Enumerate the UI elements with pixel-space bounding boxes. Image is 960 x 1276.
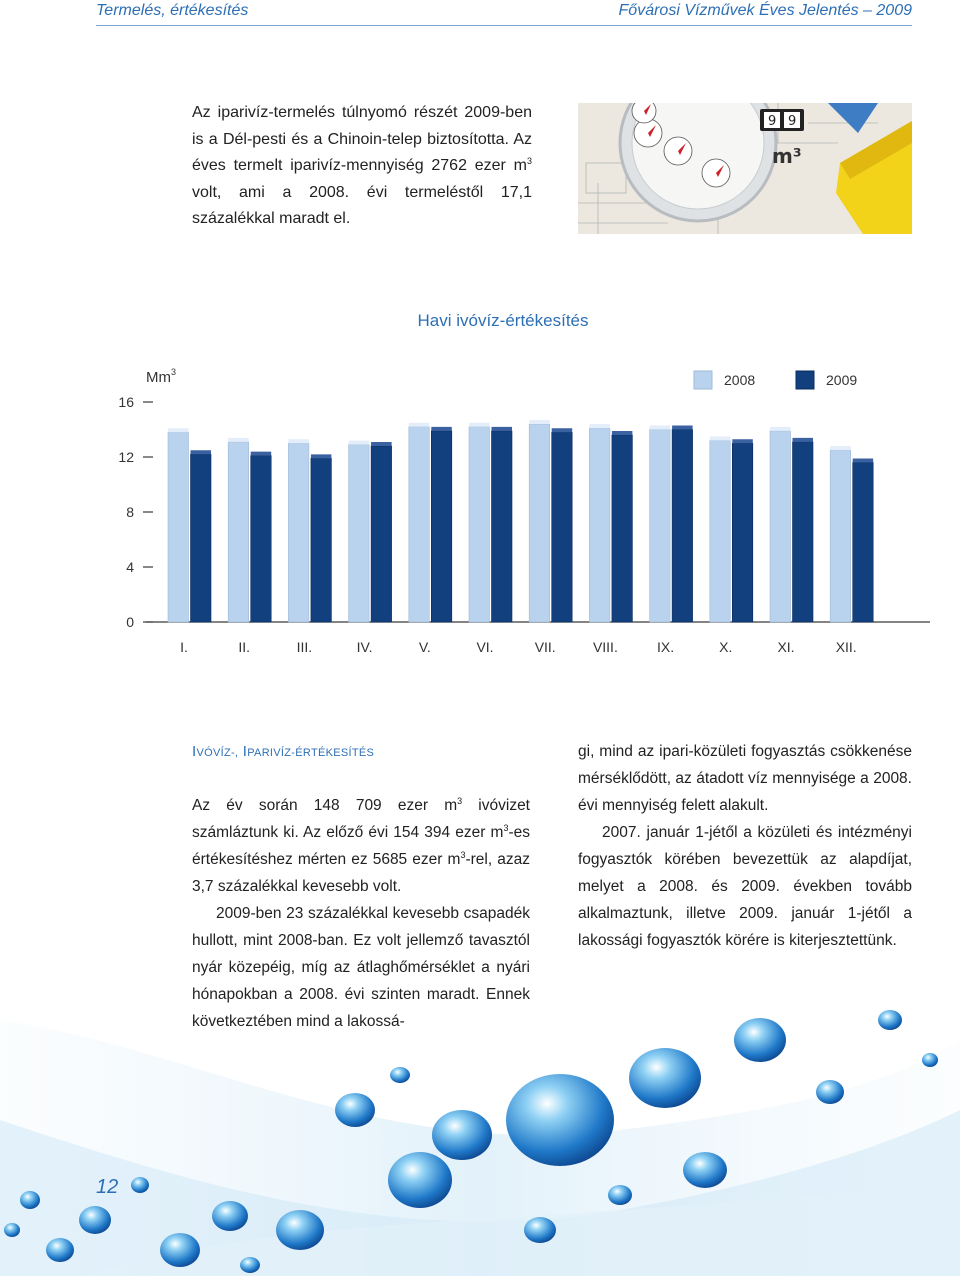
bar-top — [589, 424, 610, 428]
bar-top — [349, 441, 370, 445]
y-tick-label: 8 — [126, 504, 134, 520]
legend-label-2008: 2008 — [724, 372, 756, 388]
bar-2009-7 — [552, 432, 573, 622]
bar-2009-1 — [191, 454, 212, 622]
bar-top — [228, 438, 249, 442]
bar-top — [793, 438, 814, 442]
x-tick-label: IX. — [657, 639, 675, 655]
bar-2009-2 — [251, 456, 272, 622]
bar-2009-10 — [732, 443, 753, 622]
bar-top — [311, 454, 332, 458]
x-tick-label: V. — [418, 639, 431, 655]
x-tick-label: VII. — [534, 639, 556, 655]
chart-title: Havi ivóvíz-értékesítés — [417, 311, 589, 330]
paragraph: 2007. január 1-jétől a közületi és intézményi fogyasztók körében bevezettük az alapdíjat, melyet a 2008. és 2009. években tovább alkalmaztunk, illetve 2009. január 1-jétől a lakossági fogyasztók körére is kiterjesztettünk. — [578, 824, 912, 949]
bar-top — [492, 427, 513, 431]
x-tick-label: II. — [238, 639, 251, 655]
section-title: IVÓVÍZ-, IPARIVÍZ-ÉRTÉKESÍTÉS — [192, 743, 375, 760]
bar-top — [529, 420, 550, 424]
column-right — [578, 738, 912, 954]
bar-2009-9 — [672, 430, 693, 623]
bar-2008-12 — [830, 450, 851, 622]
meter-digit: 9 — [788, 114, 797, 129]
monthly-sales-chart — [0, 360, 960, 660]
bar-top — [672, 426, 693, 430]
bar-2009-6 — [492, 431, 513, 622]
bar-top — [288, 439, 309, 443]
bar-2009-3 — [311, 458, 332, 622]
bar-2009-12 — [853, 463, 874, 623]
paragraph: Az év során 148 709 ezer $m^3$ ivóvizet számláztunk ki. Az előző évi 154 394 ezer $m^3-es$ értékesítéshez mérten ez 5685 ezer $m^3$-rel, azaz 3,7 százalékkal kevesebb volt. — [192, 796, 530, 895]
bar-top — [469, 423, 490, 427]
x-tick-label: III. — [296, 639, 313, 655]
bar-2008-1 — [168, 432, 189, 622]
meter-unit-label: m³ — [772, 144, 802, 168]
bar-top — [732, 439, 753, 443]
x-tick-label: XI. — [777, 639, 795, 655]
bar-2008-10 — [710, 441, 731, 623]
header-divider — [96, 25, 912, 26]
page-header — [0, 0, 960, 26]
bar-top — [830, 446, 851, 450]
meter-digit: 9 — [768, 114, 777, 129]
bar-top — [431, 427, 452, 431]
bar-2008-9 — [650, 430, 671, 623]
legend-swatch-2008 — [694, 371, 712, 389]
bar-2009-5 — [431, 431, 452, 622]
bar-top — [371, 442, 392, 446]
bar-top — [552, 428, 573, 432]
bar-2008-11 — [770, 431, 791, 622]
bar-top — [853, 459, 874, 463]
legend-label-2009: 2009 — [826, 372, 858, 388]
bar-top — [168, 428, 189, 432]
paragraph: 2009-ben 23 százalékkal kevesebb csapadék hullott, mint 2008-ban. Ez volt jellemző tavasztól nyár közepéig, míg az átlaghőmérséklet a nyári hónapokban a 2008. évi szinten maradt. Ennek következtében mind a lakossá- — [192, 905, 530, 1030]
bar-2008-6 — [469, 427, 490, 622]
y-tick-label: 16 — [118, 394, 134, 410]
legend-swatch-2009 — [796, 371, 814, 389]
header-publication-title: Fővárosi Vízművek Éves Jelentés – 2009 — [618, 2, 912, 19]
x-tick-label: VI. — [476, 639, 494, 655]
x-tick-label: I. — [180, 639, 188, 655]
bar-2008-7 — [529, 424, 550, 622]
x-tick-label: X. — [719, 639, 733, 655]
bar-top — [612, 431, 633, 435]
column-left-p1 — [192, 792, 530, 900]
intro-paragraph: Az iparivíz-termelés túlnyomó részét 2009-ben is a Dél-pesti és a Chinoin-telep biztosította. Az éves termelt iparivíz-mennyiség 2762 ezer $m^3$ volt, ami a 2008. évi termeléstől 17,1 százalékkal maradt el. — [192, 104, 532, 227]
water-meter-photo — [578, 103, 912, 234]
x-tick-label: XII. — [835, 639, 857, 655]
bar-2009-11 — [793, 442, 814, 622]
bar-2008-5 — [409, 427, 430, 622]
bar-2008-4 — [349, 445, 370, 622]
bar-2008-3 — [288, 443, 309, 622]
x-tick-label: VIII. — [592, 639, 618, 655]
y-tick-label: 4 — [126, 559, 134, 575]
page-number: 12 — [96, 1176, 119, 1198]
x-tick-label: IV. — [356, 639, 373, 655]
bar-top — [650, 426, 671, 430]
water-drops-decoration — [0, 980, 960, 1276]
bar-top — [191, 450, 212, 454]
bar-top — [710, 437, 731, 441]
bar-top — [251, 452, 272, 456]
bar-2008-2 — [228, 442, 249, 622]
bar-top — [770, 427, 791, 431]
bar-2009-8 — [612, 435, 633, 622]
header-section-title: Termelés, értékesítés — [96, 2, 249, 19]
y-tick-label: 12 — [118, 449, 134, 465]
bar-2009-4 — [371, 446, 392, 622]
bar-2008-8 — [589, 428, 610, 622]
bar-top — [409, 423, 430, 427]
y-axis-label: Mm$^3$ — [146, 367, 177, 386]
paragraph: gi, mind az ipari-közületi fogyasztás csökkenése mérséklődött, az átadott víz mennyisége a 2008. évi mennyiség felett alakult. — [578, 743, 912, 814]
y-tick-label: 0 — [126, 614, 134, 630]
